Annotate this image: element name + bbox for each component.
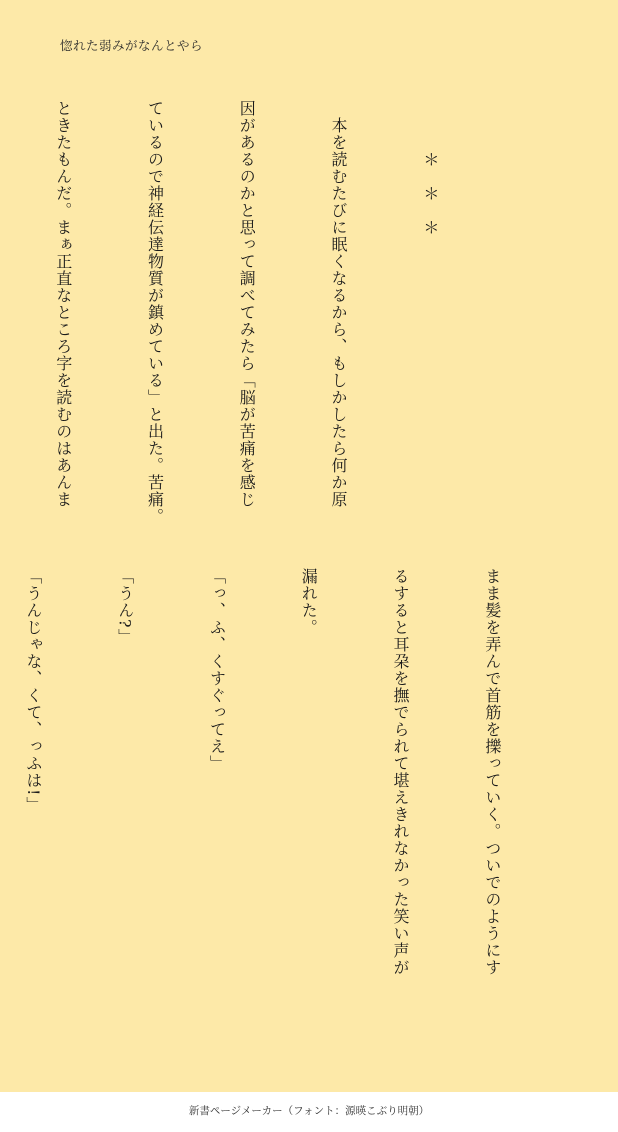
text-line: 「っ、ふ、くすぐってえ」 — [207, 568, 227, 772]
text-line: 因があるのかと思って調べてみたら「脳が苦痛を感じ — [237, 100, 257, 508]
text-line: ときたもんだ。まぁ正直なところ字を読むのはあんま — [53, 100, 73, 508]
text-line: ＊ ＊ ＊ — [420, 100, 440, 236]
text-line: 本を読むたびに眠くなるから、もしかしたら何か原 — [329, 100, 349, 508]
text-line: 「うんじゃな、くて、っふは!」 — [23, 568, 43, 814]
text-line: まま髪を弄んで首筋を擽っていく。ついでのようにす — [482, 568, 502, 976]
text-line: ているので神経伝達物質が鎮めている」と出た。苦痛。 — [145, 100, 165, 525]
text-line: るすると耳朶を撫でられて堪えきれなかった笑い声が — [391, 568, 411, 976]
footer-credit: 新書ページメーカー（フォント：源暎こぶり明朝） — [188, 1105, 430, 1117]
page-title: 惚れた弱みがなんとやら — [60, 38, 204, 53]
text-line: 漏れた。 — [299, 568, 319, 636]
text-line: 「うん?」 — [115, 568, 135, 646]
text-column-block-first — [0, 100, 506, 540]
text-column-block-second — [0, 568, 568, 1038]
